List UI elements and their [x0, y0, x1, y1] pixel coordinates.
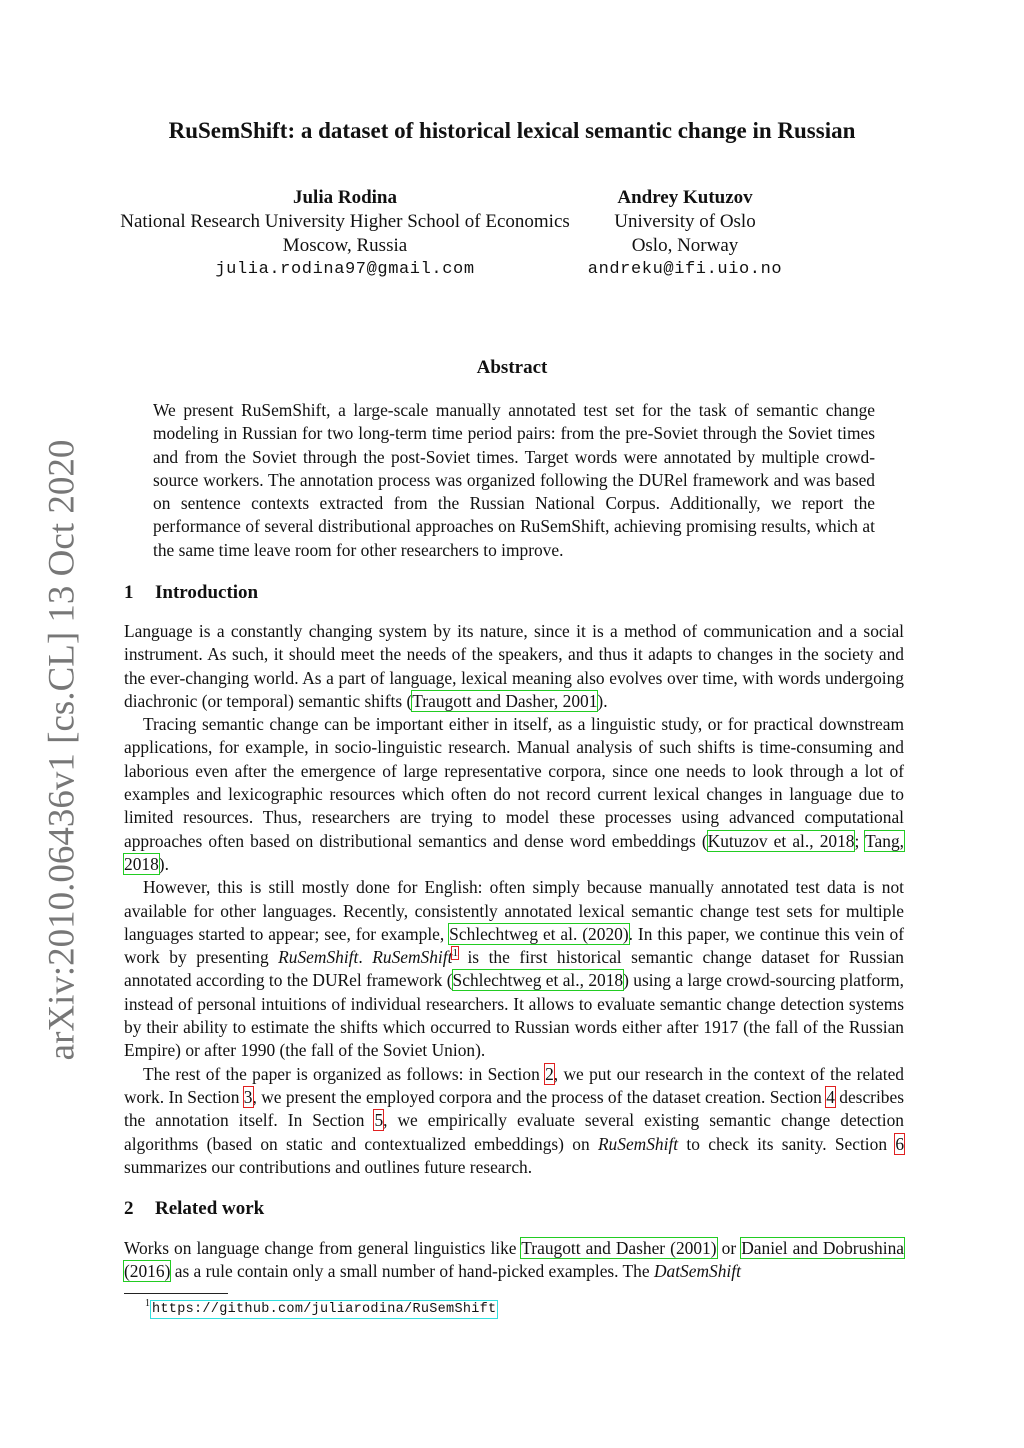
paragraph-text: or: [716, 1238, 742, 1258]
paragraph-text: Tracing semantic change can be important either in itself, as a linguistic study, or for practical downstream applications, for example, in socio-linguistic research. Manual analysis of such shifts is time-consuming and laborious even after the emergence of large representative corpora, since one needs to look through a lot of examples and lexicographic resources which often do not record current lexical changes in language due to limited resources. Thus, researchers are trying to model these processes using advanced computational approaches often based on distributional semantics and dense word embeddings (: [124, 714, 904, 851]
abstract-heading: Abstract: [476, 357, 548, 378]
author-block-rodina: [90, 186, 600, 282]
section-number: 1: [124, 582, 134, 603]
author-email[interactable]: andreku@ifi.uio.no: [587, 260, 783, 279]
abstract-text: We present RuSemShift, a large-scale manually annotated test set for the task of semantic change modeling in Russian for two long-term time period pairs: from the pre-Soviet through the Soviet times and from the Soviet through the post-Soviet times. Target words were annotated by multiple crowd-source workers. The annotation process was organized following the DURel framework and was based on sentence contexts extracted from the Russian National Corpus. Additionally, we report the performance of several distributional approaches on RuSemShift, achieving promising results, which at the same time leave room for other researchers to improve.: [153, 400, 875, 560]
arxiv-identifier[interactable]: arXiv:2010.06436v1 [cs.CL] 13 Oct 2020: [41, 439, 83, 1061]
paragraph-text: , we empirically evaluate several existing semantic change detection algorithms (based on static and contextualized embeddings) on: [124, 1110, 904, 1154]
citation-link[interactable]: Kutuzov et al., 2018: [707, 830, 855, 851]
section-heading-introduction: [124, 582, 258, 604]
intro-paragraph-1: [124, 620, 904, 713]
dataset-name: RuSemShift: [597, 1133, 679, 1154]
section-ref-link[interactable]: 5: [374, 1110, 384, 1131]
author-location: Oslo, Norway: [631, 235, 739, 256]
related-paragraph-1: [124, 1237, 904, 1284]
intro-paragraph-4: [124, 1063, 904, 1179]
paragraph-text: . In this paper, we continue this vein of work by presenting: [124, 923, 904, 968]
section-heading-related-work: [124, 1198, 264, 1220]
section-title: Related work: [155, 1198, 265, 1219]
paragraph-text: Works on language change from general linguistics like: [124, 1238, 522, 1258]
intro-paragraph-2: [124, 713, 904, 876]
intro-paragraph-3: [124, 876, 904, 1062]
introduction-body: [124, 620, 904, 1179]
paragraph-text: ) using a large crowd-sourcing platform, instead of personal intuitions of individual researchers. It allows to evaluate semantic change detection systems by their ability to estimate the shifts which occurred to Russian words either after 1917 (the fall of the Russian Empire) or after 1990 (the fall of the Soviet Union).: [124, 970, 904, 1061]
citation-link[interactable]: Traugott and Dasher, 2001: [412, 690, 598, 711]
citation-link[interactable]: Schlechtweg et al. (2020): [449, 923, 629, 944]
citation-link[interactable]: Traugott and Dasher (2001): [521, 1238, 717, 1258]
footnote: [145, 1298, 496, 1317]
footnote-mark: 1: [145, 1298, 150, 1309]
paragraph-text: summarizes our contributions and outlines future research.: [124, 1156, 533, 1177]
author-location: Moscow, Russia: [282, 235, 408, 256]
paragraph-text: ;: [854, 830, 866, 851]
author-affiliation: National Research University Higher School of Economics: [120, 211, 570, 232]
paragraph-text: to check its sanity. Section: [678, 1133, 896, 1154]
footnote-link[interactable]: 1: [452, 947, 458, 960]
paragraph-text: ).: [158, 853, 169, 874]
related-work-body: [124, 1237, 904, 1284]
citation-link[interactable]: Schlechtweg et al., 2018: [452, 970, 624, 991]
paragraph-text: Language is a constantly changing system by its nature, since it is a method of communication and a social instrument. As such, it should meet the needs of the speakers, and thus it adapts to changes in the society and the ever-changing world. As a part of language, lexical meaning also evolves over time, with words undergoing diachronic (or temporal) semantic shifts (: [124, 621, 904, 711]
author-block-kutuzov: [570, 186, 800, 282]
author-email[interactable]: julia.rodina97@gmail.com: [215, 260, 475, 279]
paragraph-text: .: [358, 947, 373, 968]
paragraph-text: The rest of the paper is organized as follows: in Section: [143, 1063, 546, 1084]
paragraph-text: However, this is still mostly done for English: often simply because manually annotated test data is not available for other languages. Recently, consistently annotated lexical semantic change test sets for multiple languages started to appear; see, for example,: [124, 877, 904, 944]
dataset-name: RuSemShift: [278, 947, 359, 968]
paragraph-text: is the first historical semantic change dataset for Russian annotated according to the DURel framework (: [124, 947, 904, 991]
author-name: Julia Rodina: [292, 187, 397, 208]
footnote-divider: [124, 1293, 228, 1294]
section-ref-link[interactable]: 3: [243, 1086, 253, 1107]
paper-title: RuSemShift: a dataset of historical lexical semantic change in Russian: [168, 118, 856, 143]
paragraph-text: as a rule contain only a small number of hand-picked examples. The: [170, 1261, 654, 1282]
section-ref-link[interactable]: 2: [545, 1063, 554, 1084]
paragraph-text: , we put our research in the context of the related work. In Section: [124, 1063, 904, 1107]
dataset-name: RuSemShift: [372, 947, 453, 968]
paragraph-text: , we present the employed corpora and the process of the dataset creation. Section: [252, 1086, 827, 1107]
dataset-name: DatSemShift: [653, 1261, 741, 1282]
section-ref-link[interactable]: 4: [826, 1086, 835, 1107]
section-ref-link[interactable]: 6: [895, 1133, 905, 1154]
author-affiliation: University of Oslo: [614, 211, 756, 232]
paragraph-text: ).: [597, 690, 608, 711]
citation-link[interactable]: Daniel and Dobrushina (2016): [124, 1238, 904, 1282]
paragraph-text: describes the annotation itself. In Section: [124, 1086, 904, 1131]
section-number: 2: [124, 1198, 134, 1219]
footnote-url-link[interactable]: https://github.com/juliarodina/RuSemShift: [152, 1301, 497, 1317]
citation-link[interactable]: Tang, 2018: [124, 830, 904, 874]
section-title: Introduction: [155, 582, 259, 603]
author-name: Andrey Kutuzov: [617, 187, 753, 208]
